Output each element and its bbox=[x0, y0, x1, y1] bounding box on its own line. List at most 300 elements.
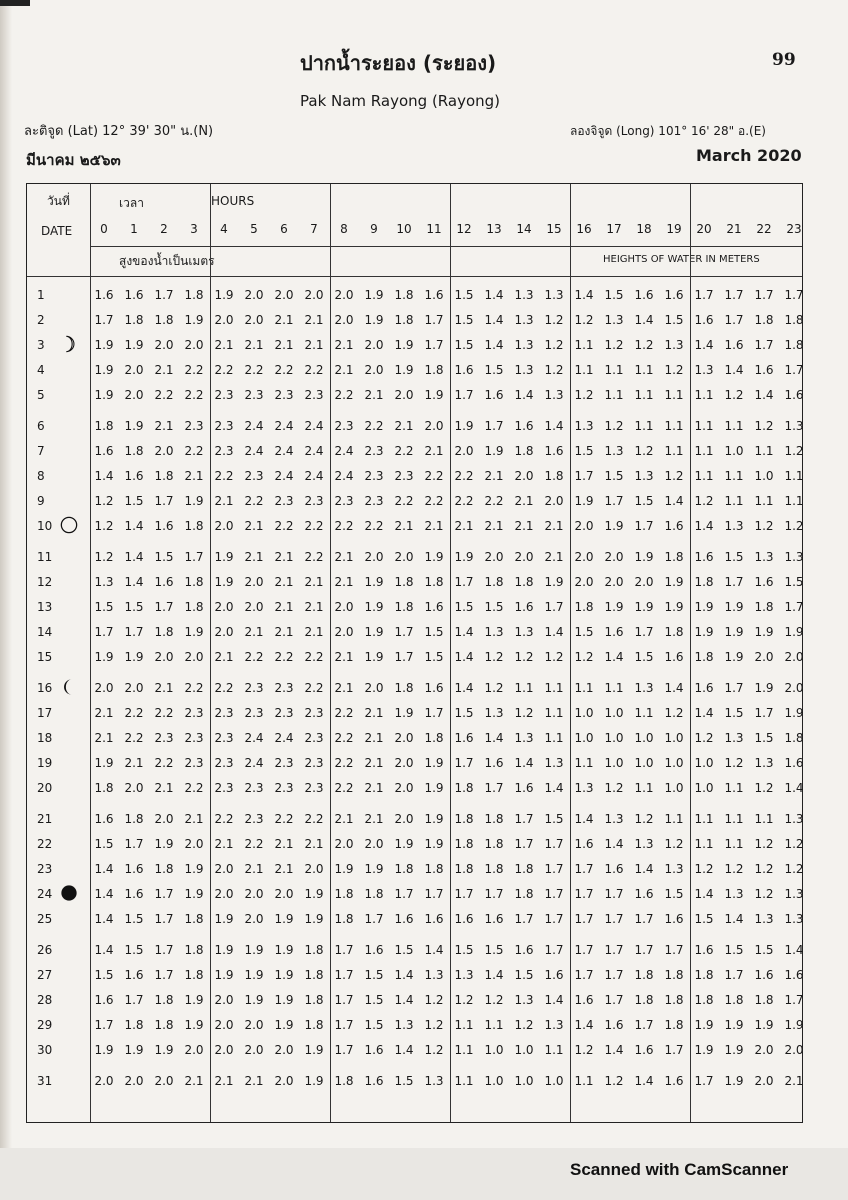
tide-height-cell: 2.2 bbox=[334, 781, 354, 795]
date-number: 9 bbox=[37, 494, 45, 508]
tide-height-cell: 1.7 bbox=[334, 1043, 354, 1057]
tide-height-cell: 2.3 bbox=[244, 812, 264, 826]
tide-height-cell: 1.2 bbox=[604, 1074, 624, 1088]
tide-height-cell: 1.3 bbox=[784, 419, 804, 433]
latitude-label: ละติจูด (Lat) 12° 39' 30" น.(N) bbox=[24, 124, 214, 139]
tide-height-cell: 2.0 bbox=[214, 993, 234, 1007]
tide-height-cell: 2.0 bbox=[394, 756, 414, 770]
tide-height-cell: 1.4 bbox=[394, 993, 414, 1007]
tide-height-cell: 1.2 bbox=[574, 650, 594, 664]
tide-height-cell: 2.3 bbox=[274, 756, 294, 770]
last-quarter-icon bbox=[60, 678, 78, 696]
tide-height-cell: 2.4 bbox=[244, 419, 264, 433]
tide-height-cell: 1.4 bbox=[544, 781, 564, 795]
tide-height-cell: 1.6 bbox=[124, 887, 144, 901]
date-number: 7 bbox=[37, 444, 45, 458]
tide-height-cell: 1.5 bbox=[364, 968, 384, 982]
tide-height-cell: 1.2 bbox=[484, 993, 504, 1007]
tide-height-cell: 1.4 bbox=[94, 469, 114, 483]
tide-height-cell: 1.8 bbox=[484, 812, 504, 826]
tide-height-cell: 1.3 bbox=[754, 550, 774, 564]
tide-height-cell: 1.6 bbox=[394, 912, 414, 926]
tide-height-cell: 1.9 bbox=[784, 625, 804, 639]
hour-label: 17 bbox=[606, 222, 622, 236]
hour-label: 8 bbox=[340, 222, 348, 236]
tide-height-cell: 2.0 bbox=[544, 494, 564, 508]
month-label-th: มีนาคม ๒๕๖๓ bbox=[26, 151, 121, 169]
tide-height-cell: 2.2 bbox=[274, 363, 294, 377]
tide-height-cell: 1.3 bbox=[454, 968, 474, 982]
tide-height-cell: 1.4 bbox=[544, 419, 564, 433]
tide-height-cell: 2.3 bbox=[214, 706, 234, 720]
tide-height-cell: 2.3 bbox=[214, 419, 234, 433]
tide-height-cell: 1.1 bbox=[574, 338, 594, 352]
tide-height-cell: 1.7 bbox=[124, 837, 144, 851]
tide-height-cell: 2.3 bbox=[364, 494, 384, 508]
tide-height-cell: 2.0 bbox=[214, 862, 234, 876]
tide-height-cell: 2.1 bbox=[184, 469, 204, 483]
tide-height-cell: 1.4 bbox=[544, 625, 564, 639]
tide-height-cell: 1.7 bbox=[634, 912, 654, 926]
tide-height-cell: 2.3 bbox=[304, 706, 324, 720]
tide-height-cell: 2.1 bbox=[364, 781, 384, 795]
tide-height-cell: 1.8 bbox=[184, 575, 204, 589]
tide-height-cell: 1.9 bbox=[184, 494, 204, 508]
tide-height-cell: 1.6 bbox=[424, 600, 444, 614]
tide-height-cell: 1.4 bbox=[574, 812, 594, 826]
tide-height-cell: 1.8 bbox=[484, 862, 504, 876]
tide-height-cell: 1.0 bbox=[664, 781, 684, 795]
tide-height-cell: 1.6 bbox=[364, 943, 384, 957]
tide-height-cell: 1.4 bbox=[664, 494, 684, 508]
tide-height-cell: 1.6 bbox=[604, 625, 624, 639]
tide-height-cell: 1.9 bbox=[724, 600, 744, 614]
tide-height-cell: 1.9 bbox=[274, 993, 294, 1007]
tide-height-cell: 2.2 bbox=[214, 681, 234, 695]
tide-height-cell: 2.1 bbox=[304, 837, 324, 851]
tide-height-cell: 2.2 bbox=[214, 812, 234, 826]
tide-height-cell: 1.8 bbox=[664, 625, 684, 639]
date-number: 16 bbox=[37, 681, 53, 695]
tide-height-cell: 2.3 bbox=[274, 681, 294, 695]
tide-height-cell: 1.2 bbox=[514, 1018, 534, 1032]
tide-height-cell: 1.7 bbox=[334, 1018, 354, 1032]
tide-height-cell: 1.7 bbox=[94, 313, 114, 327]
tide-height-cell: 1.4 bbox=[634, 313, 654, 327]
tide-height-cell: 1.9 bbox=[184, 862, 204, 876]
tide-height-cell: 2.1 bbox=[484, 519, 504, 533]
tide-height-cell: 1.9 bbox=[724, 625, 744, 639]
tide-height-cell: 1.7 bbox=[604, 887, 624, 901]
tide-height-cell: 2.1 bbox=[214, 494, 234, 508]
tide-height-cell: 1.4 bbox=[454, 650, 474, 664]
tide-height-cell: 1.7 bbox=[604, 968, 624, 982]
tide-height-cell: 1.3 bbox=[94, 575, 114, 589]
tide-height-cell: 1.1 bbox=[454, 1074, 474, 1088]
tide-height-cell: 1.2 bbox=[754, 862, 774, 876]
date-number: 21 bbox=[37, 812, 53, 826]
tide-height-cell: 1.3 bbox=[574, 781, 594, 795]
tide-height-cell: 1.1 bbox=[634, 706, 654, 720]
tide-height-cell: 1.4 bbox=[484, 968, 504, 982]
tide-height-cell: 1.1 bbox=[604, 681, 624, 695]
tide-height-cell: 2.2 bbox=[244, 363, 264, 377]
tide-height-cell: 1.8 bbox=[334, 912, 354, 926]
date-number: 27 bbox=[37, 968, 53, 982]
tide-height-cell: 2.2 bbox=[274, 519, 294, 533]
tide-height-cell: 2.0 bbox=[334, 600, 354, 614]
tide-height-cell: 1.9 bbox=[784, 1018, 804, 1032]
tide-height-cell: 1.7 bbox=[754, 706, 774, 720]
tide-height-cell: 1.1 bbox=[724, 494, 744, 508]
tide-height-cell: 1.6 bbox=[694, 313, 714, 327]
heights-header-th: สูงของน้ำเป็นเมตร bbox=[119, 254, 215, 268]
tide-height-cell: 1.7 bbox=[784, 600, 804, 614]
tide-height-cell: 1.7 bbox=[364, 912, 384, 926]
tide-height-cell: 1.6 bbox=[484, 756, 504, 770]
tide-height-cell: 1.9 bbox=[754, 625, 774, 639]
date-number: 14 bbox=[37, 625, 53, 639]
tide-height-cell: 1.9 bbox=[604, 519, 624, 533]
tide-height-cell: 1.6 bbox=[724, 338, 744, 352]
longitude-label: ลองจิจูด (Long) 101° 16' 28" อ.(E) bbox=[570, 124, 766, 138]
tide-height-cell: 1.5 bbox=[154, 550, 174, 564]
tide-height-cell: 1.1 bbox=[634, 781, 654, 795]
tide-height-cell: 2.0 bbox=[394, 812, 414, 826]
tide-height-cell: 1.2 bbox=[574, 1043, 594, 1057]
tide-height-cell: 1.9 bbox=[304, 1043, 324, 1057]
tide-height-cell: 1.5 bbox=[484, 600, 504, 614]
date-number: 13 bbox=[37, 600, 53, 614]
tide-height-cell: 1.6 bbox=[514, 600, 534, 614]
tide-height-cell: 2.2 bbox=[304, 550, 324, 564]
tide-height-cell: 2.0 bbox=[604, 550, 624, 564]
tide-height-cell: 1.0 bbox=[754, 469, 774, 483]
tide-height-cell: 1.1 bbox=[754, 444, 774, 458]
tide-height-cell: 1.5 bbox=[124, 912, 144, 926]
tide-height-cell: 1.3 bbox=[394, 1018, 414, 1032]
tide-height-cell: 1.2 bbox=[724, 756, 744, 770]
tide-height-cell: 1.8 bbox=[394, 681, 414, 695]
tide-height-cell: 2.0 bbox=[124, 1074, 144, 1088]
tide-height-cell: 1.7 bbox=[784, 993, 804, 1007]
tide-height-cell: 1.7 bbox=[394, 887, 414, 901]
tide-height-cell: 2.1 bbox=[334, 363, 354, 377]
tide-height-cell: 2.3 bbox=[364, 469, 384, 483]
tide-height-cell: 1.8 bbox=[154, 469, 174, 483]
tide-height-cell: 2.0 bbox=[754, 1074, 774, 1088]
tide-height-cell: 1.9 bbox=[244, 993, 264, 1007]
tide-height-cell: 1.5 bbox=[364, 993, 384, 1007]
tide-height-cell: 1.4 bbox=[694, 706, 714, 720]
tide-height-cell: 2.4 bbox=[274, 419, 294, 433]
tide-height-cell: 1.2 bbox=[604, 338, 624, 352]
tide-height-cell: 1.5 bbox=[484, 943, 504, 957]
tide-height-cell: 2.1 bbox=[244, 550, 264, 564]
tide-height-cell: 1.6 bbox=[424, 288, 444, 302]
tide-height-cell: 2.0 bbox=[214, 887, 234, 901]
tide-height-cell: 2.3 bbox=[154, 731, 174, 745]
tide-height-cell: 1.7 bbox=[154, 943, 174, 957]
hour-label: 0 bbox=[100, 222, 108, 236]
tide-height-cell: 1.5 bbox=[454, 313, 474, 327]
tide-height-cell: 1.4 bbox=[754, 388, 774, 402]
tide-height-cell: 2.3 bbox=[304, 731, 324, 745]
tide-height-cell: 1.4 bbox=[694, 338, 714, 352]
tide-height-cell: 1.5 bbox=[424, 625, 444, 639]
tide-height-cell: 1.4 bbox=[94, 943, 114, 957]
tide-height-cell: 1.1 bbox=[634, 419, 654, 433]
hour-label: 22 bbox=[756, 222, 772, 236]
tide-height-cell: 1.5 bbox=[604, 288, 624, 302]
tide-height-cell: 1.3 bbox=[634, 837, 654, 851]
tide-height-cell: 2.1 bbox=[424, 519, 444, 533]
tide-height-cell: 2.4 bbox=[334, 444, 354, 458]
tide-height-cell: 2.1 bbox=[544, 550, 564, 564]
tide-height-cell: 2.1 bbox=[334, 550, 354, 564]
tide-height-cell: 1.7 bbox=[484, 781, 504, 795]
tide-height-cell: 1.4 bbox=[724, 363, 744, 377]
first-quarter-icon bbox=[60, 335, 78, 353]
tide-height-cell: 1.9 bbox=[364, 650, 384, 664]
tide-height-cell: 2.1 bbox=[484, 469, 504, 483]
tide-height-cell: 2.2 bbox=[154, 756, 174, 770]
tide-height-cell: 1.9 bbox=[484, 444, 504, 458]
tide-height-cell: 1.2 bbox=[784, 862, 804, 876]
tide-height-cell: 1.2 bbox=[754, 887, 774, 901]
tide-height-cell: 1.8 bbox=[694, 968, 714, 982]
tide-height-cell: 1.5 bbox=[124, 943, 144, 957]
tide-height-cell: 1.8 bbox=[514, 444, 534, 458]
tide-height-cell: 2.4 bbox=[304, 444, 324, 458]
tide-height-cell: 1.8 bbox=[634, 968, 654, 982]
tide-height-cell: 1.7 bbox=[604, 943, 624, 957]
tide-height-cell: 1.1 bbox=[574, 681, 594, 695]
tide-height-cell: 1.6 bbox=[364, 1043, 384, 1057]
tide-height-cell: 1.7 bbox=[574, 862, 594, 876]
date-number: 8 bbox=[37, 469, 45, 483]
tide-height-cell: 1.7 bbox=[154, 912, 174, 926]
tide-height-cell: 1.8 bbox=[424, 575, 444, 589]
tide-height-cell: 1.5 bbox=[454, 288, 474, 302]
tide-height-cell: 2.0 bbox=[514, 469, 534, 483]
tide-height-cell: 1.1 bbox=[484, 1018, 504, 1032]
tide-height-cell: 2.2 bbox=[304, 812, 324, 826]
date-number: 19 bbox=[37, 756, 53, 770]
tide-height-cell: 1.5 bbox=[544, 812, 564, 826]
tide-height-cell: 1.0 bbox=[664, 756, 684, 770]
tide-height-cell: 1.8 bbox=[184, 288, 204, 302]
date-number: 1 bbox=[37, 288, 45, 302]
tide-height-cell: 1.9 bbox=[634, 550, 654, 564]
tide-height-cell: 2.0 bbox=[154, 812, 174, 826]
tide-height-cell: 2.3 bbox=[244, 706, 264, 720]
tide-height-cell: 1.4 bbox=[784, 943, 804, 957]
tide-height-cell: 1.2 bbox=[664, 469, 684, 483]
tide-height-cell: 2.0 bbox=[154, 1074, 174, 1088]
tide-height-cell: 1.9 bbox=[244, 968, 264, 982]
tide-height-cell: 2.0 bbox=[124, 388, 144, 402]
tide-height-cell: 1.2 bbox=[544, 313, 564, 327]
tide-height-cell: 2.2 bbox=[244, 837, 264, 851]
tide-height-cell: 2.0 bbox=[214, 519, 234, 533]
tide-height-cell: 1.6 bbox=[604, 1018, 624, 1032]
tide-height-cell: 1.7 bbox=[514, 912, 534, 926]
tide-height-cell: 1.9 bbox=[694, 1018, 714, 1032]
tide-height-cell: 1.4 bbox=[484, 731, 504, 745]
tide-height-cell: 1.8 bbox=[124, 1018, 144, 1032]
tide-height-cell: 2.0 bbox=[244, 575, 264, 589]
tide-height-cell: 1.1 bbox=[544, 1043, 564, 1057]
tide-height-cell: 1.4 bbox=[124, 519, 144, 533]
tide-height-cell: 1.6 bbox=[784, 756, 804, 770]
tide-height-cell: 1.7 bbox=[574, 887, 594, 901]
tide-height-cell: 2.0 bbox=[274, 1074, 294, 1088]
tide-height-cell: 2.1 bbox=[214, 837, 234, 851]
tide-height-cell: 2.2 bbox=[334, 731, 354, 745]
tide-height-cell: 1.1 bbox=[694, 419, 714, 433]
tide-height-cell: 1.0 bbox=[664, 731, 684, 745]
tide-height-cell: 1.6 bbox=[454, 363, 474, 377]
tide-height-cell: 1.4 bbox=[664, 681, 684, 695]
date-number: 25 bbox=[37, 912, 53, 926]
tide-height-cell: 1.2 bbox=[754, 519, 774, 533]
tide-height-cell: 1.9 bbox=[94, 338, 114, 352]
tide-height-cell: 1.5 bbox=[664, 887, 684, 901]
station-title-th: ปากน้ำระยอง (ระยอง) bbox=[300, 51, 497, 75]
tide-height-cell: 2.2 bbox=[244, 650, 264, 664]
tide-height-cell: 1.3 bbox=[514, 313, 534, 327]
tide-height-cell: 1.7 bbox=[334, 993, 354, 1007]
tide-height-cell: 2.1 bbox=[304, 575, 324, 589]
tide-height-cell: 1.7 bbox=[724, 313, 744, 327]
tide-height-cell: 2.0 bbox=[394, 388, 414, 402]
tide-height-cell: 1.3 bbox=[424, 968, 444, 982]
tide-height-cell: 2.2 bbox=[394, 444, 414, 458]
tide-height-cell: 2.3 bbox=[304, 781, 324, 795]
hour-label: 16 bbox=[576, 222, 592, 236]
tide-height-cell: 1.3 bbox=[544, 388, 564, 402]
tide-height-cell: 2.2 bbox=[334, 756, 354, 770]
tide-height-cell: 1.6 bbox=[694, 550, 714, 564]
tide-height-cell: 2.2 bbox=[154, 706, 174, 720]
tide-height-cell: 1.9 bbox=[274, 943, 294, 957]
tide-height-cell: 1.4 bbox=[454, 625, 474, 639]
tide-height-cell: 1.3 bbox=[514, 625, 534, 639]
tide-height-cell: 1.3 bbox=[544, 756, 564, 770]
tide-height-cell: 1.4 bbox=[94, 912, 114, 926]
tide-height-cell: 1.7 bbox=[424, 887, 444, 901]
tide-height-cell: 1.5 bbox=[454, 600, 474, 614]
tide-height-cell: 1.9 bbox=[694, 1043, 714, 1057]
tide-height-cell: 1.8 bbox=[664, 1018, 684, 1032]
tide-height-cell: 1.7 bbox=[154, 600, 174, 614]
tide-height-cell: 1.9 bbox=[664, 575, 684, 589]
tide-height-cell: 2.1 bbox=[154, 781, 174, 795]
tide-height-cell: 1.9 bbox=[184, 887, 204, 901]
tide-height-cell: 2.0 bbox=[754, 1043, 774, 1057]
tide-height-cell: 1.9 bbox=[274, 1018, 294, 1032]
tide-height-cell: 1.7 bbox=[544, 887, 564, 901]
tide-height-cell: 1.7 bbox=[454, 756, 474, 770]
tide-height-cell: 2.0 bbox=[244, 1043, 264, 1057]
tide-height-cell: 1.9 bbox=[694, 625, 714, 639]
hour-label: 19 bbox=[666, 222, 682, 236]
tide-height-cell: 1.8 bbox=[184, 519, 204, 533]
hour-label: 15 bbox=[546, 222, 562, 236]
tide-height-cell: 1.3 bbox=[634, 469, 654, 483]
tide-height-cell: 2.1 bbox=[364, 706, 384, 720]
tide-height-cell: 1.9 bbox=[244, 943, 264, 957]
tide-height-cell: 1.1 bbox=[724, 419, 744, 433]
tide-height-cell: 1.9 bbox=[334, 862, 354, 876]
tide-height-cell: 1.8 bbox=[154, 862, 174, 876]
tide-height-cell: 1.2 bbox=[544, 363, 564, 377]
tide-height-cell: 2.1 bbox=[544, 519, 564, 533]
tide-height-cell: 1.9 bbox=[364, 862, 384, 876]
tide-height-cell: 1.9 bbox=[184, 625, 204, 639]
tide-height-cell: 1.7 bbox=[754, 338, 774, 352]
tide-height-cell: 1.2 bbox=[694, 494, 714, 508]
tide-height-cell: 2.1 bbox=[454, 519, 474, 533]
tide-height-cell: 1.9 bbox=[304, 887, 324, 901]
tide-height-cell: 1.7 bbox=[424, 706, 444, 720]
tide-height-cell: 1.9 bbox=[94, 388, 114, 402]
tide-height-cell: 2.1 bbox=[184, 1074, 204, 1088]
tide-height-cell: 2.0 bbox=[364, 338, 384, 352]
tide-height-cell: 1.3 bbox=[754, 912, 774, 926]
tide-height-cell: 1.7 bbox=[454, 887, 474, 901]
tide-height-cell: 1.6 bbox=[124, 968, 144, 982]
tide-height-cell: 2.0 bbox=[604, 575, 624, 589]
date-number: 23 bbox=[37, 862, 53, 876]
tide-height-cell: 1.2 bbox=[514, 650, 534, 664]
tide-height-cell: 1.6 bbox=[94, 993, 114, 1007]
tide-height-cell: 2.1 bbox=[274, 837, 294, 851]
tide-height-cell: 2.3 bbox=[184, 419, 204, 433]
tide-height-cell: 1.4 bbox=[784, 781, 804, 795]
tide-height-cell: 2.0 bbox=[364, 837, 384, 851]
tide-height-cell: 1.2 bbox=[664, 363, 684, 377]
tide-height-cell: 1.1 bbox=[754, 812, 774, 826]
tide-height-cell: 1.4 bbox=[574, 1018, 594, 1032]
tide-height-cell: 2.0 bbox=[124, 781, 144, 795]
tide-height-cell: 2.2 bbox=[424, 469, 444, 483]
tide-height-cell: 1.6 bbox=[574, 837, 594, 851]
tide-height-cell: 1.4 bbox=[424, 943, 444, 957]
tide-height-cell: 2.0 bbox=[394, 781, 414, 795]
tide-height-cell: 2.3 bbox=[184, 706, 204, 720]
tide-height-cell: 2.3 bbox=[214, 756, 234, 770]
tide-height-cell: 1.5 bbox=[604, 469, 624, 483]
tide-height-cell: 1.7 bbox=[604, 993, 624, 1007]
tide-height-cell: 2.2 bbox=[304, 363, 324, 377]
tide-height-cell: 2.2 bbox=[364, 519, 384, 533]
tide-height-cell: 1.9 bbox=[214, 968, 234, 982]
tide-height-cell: 2.0 bbox=[304, 288, 324, 302]
tide-height-cell: 2.4 bbox=[274, 444, 294, 458]
tide-height-cell: 1.1 bbox=[694, 469, 714, 483]
tide-height-cell: 2.4 bbox=[244, 731, 264, 745]
tide-height-cell: 2.0 bbox=[214, 313, 234, 327]
tide-height-cell: 1.1 bbox=[664, 419, 684, 433]
tide-height-cell: 2.3 bbox=[214, 388, 234, 402]
tide-height-cell: 2.0 bbox=[784, 650, 804, 664]
tide-height-cell: 1.3 bbox=[724, 731, 744, 745]
tide-height-cell: 1.0 bbox=[634, 731, 654, 745]
tide-height-cell: 2.0 bbox=[784, 1043, 804, 1057]
tide-height-cell: 2.3 bbox=[364, 444, 384, 458]
